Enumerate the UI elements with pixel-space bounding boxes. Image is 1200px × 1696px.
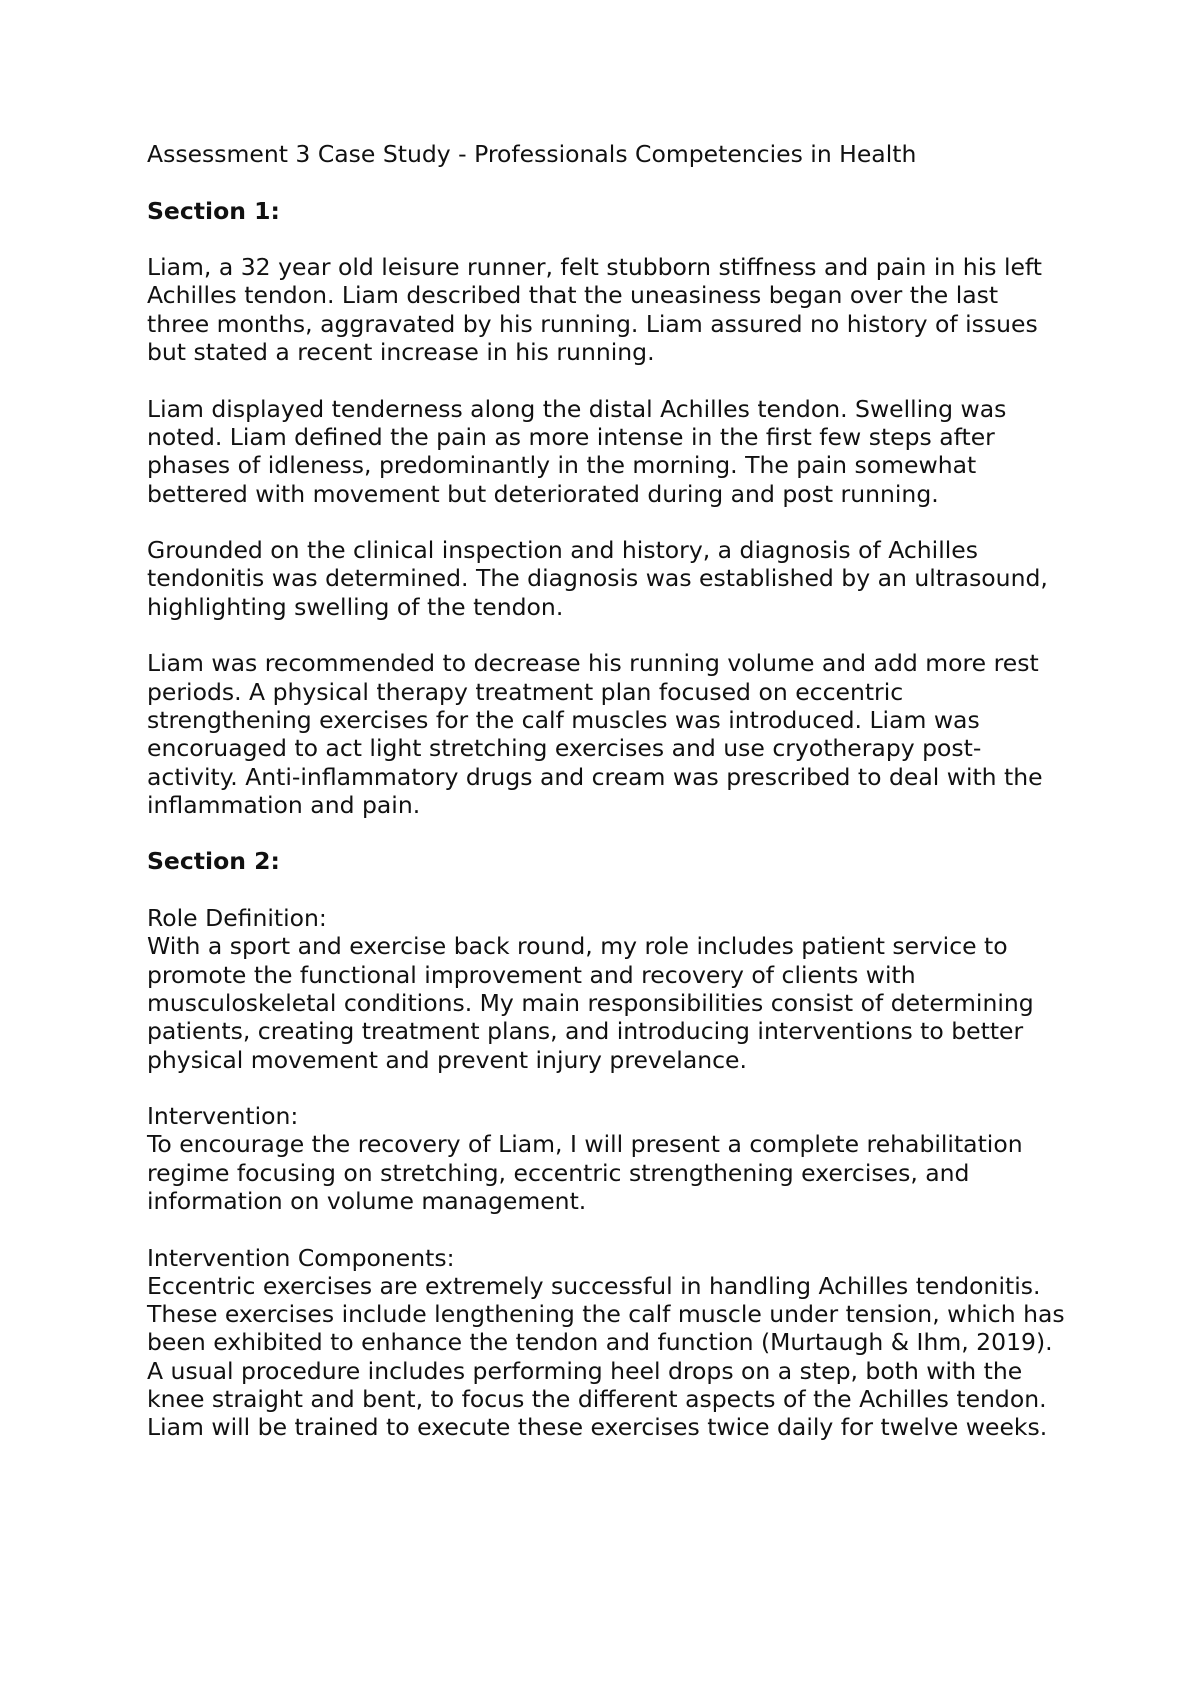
section-1-heading: Section 1: (147, 196, 280, 225)
intervention-label: Intervention: (147, 1102, 299, 1131)
document-page (147, 140, 1067, 1442)
section-1-paragraph-2: Liam displayed tenderness along the distal Achilles tendon. Swelling was noted. Liam defined the pain as more intense in the first few steps after phases of idleness, predominantly in the morning. The pain somewhat bettered with movement but deteriorated during and post running. (147, 394, 1007, 508)
intervention-components-text: Eccentric exercises are extremely successful in handling Achilles tendonitis. These exercises include lengthening the calf muscle under tension, which has been exhibited to enhance the tendon and function (Murtaugh & Ihm, 2019). A usual procedure includes performing heel drops on a step, both with the knee straight and bent, to focus the different aspects of the Achilles tendon. Liam will be trained to execute these exercises twice daily for twelve weeks. (147, 1271, 1065, 1442)
intervention-components-label: Intervention Components: (147, 1243, 455, 1272)
role-definition-label: Role Definition: (147, 904, 327, 933)
section-1-paragraph-4: Liam was recommended to decrease his running volume and add more rest periods. A physical therapy treatment plan focused on eccentric strengthening exercises for the calf muscles was introduced. Liam was encoruaged to act light stretching exercises and use cryotherapy post-activity. Anti-inflammatory drugs and cream was prescribed to deal with the inflammation and pain. (147, 649, 1043, 819)
document-title: Assessment 3 Case Study - Professionals Competencies in Health (147, 140, 917, 168)
intervention-text: To encourage the recovery of Liam, I will present a complete rehabilitation regime focusing on stretching, eccentric strengthening exercises, and information on volume management. (147, 1130, 1023, 1215)
role-definition-text: With a sport and exercise back round, my role includes patient service to promote the functional improvement and recovery of clients with musculoskeletal conditions. My main responsibilities consist of determining patients, creating treatment plans, and introducing interventions to better physical movement and prevent injury prevelance. (147, 932, 1034, 1074)
section-1-paragraph-1: Liam, a 32 year old leisure runner, felt stubborn stiffness and pain in his left Achilles tendon. Liam described that the uneasiness began over the last three months, aggravated by his running. Liam assured no history of issues but stated a recent increase in his running. (147, 253, 1043, 367)
section-2-heading: Section 2: (147, 847, 280, 876)
section-1-paragraph-3: Grounded on the clinical inspection and history, a diagnosis of Achilles tendonitis was determined. The diagnosis was established by an ultrasound, highlighting swelling of the tendon. (147, 536, 1048, 621)
